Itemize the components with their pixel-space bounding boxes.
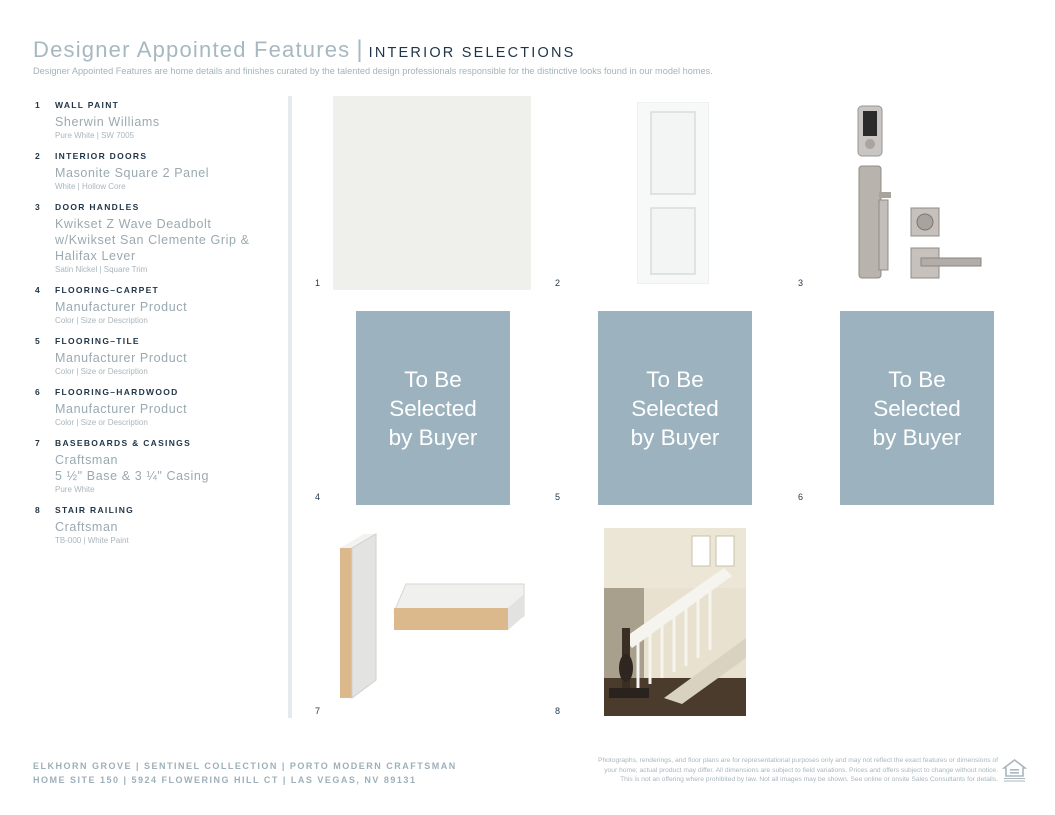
- cell-number: 6: [798, 492, 804, 502]
- item-name: Kwikset Z Wave Deadbolt w/Kwikset San Clemente Grip & Halifax Lever: [55, 217, 250, 263]
- door-handle-image: [855, 104, 985, 284]
- list-item: [35, 336, 280, 376]
- placeholder-text: To Be Selected by Buyer: [872, 366, 962, 450]
- cell-number: 8: [555, 706, 561, 716]
- item-category: FLOORING–TILE: [55, 336, 140, 346]
- item-category: WALL PAINT: [55, 100, 120, 110]
- item-name: Craftsman 5 ½" Base & 3 ¼" Casing: [55, 453, 210, 483]
- item-name: Manufacturer Product: [55, 351, 188, 365]
- to-be-selected-hardwood: [840, 311, 994, 505]
- list-item: [35, 285, 280, 325]
- item-detail: White | Hollow Core: [55, 182, 126, 191]
- item-category: DOOR HANDLES: [55, 202, 140, 212]
- item-category: BASEBOARDS & CASINGS: [55, 438, 192, 448]
- item-name: Manufacturer Product: [55, 300, 188, 314]
- cell-number: 3: [798, 278, 804, 288]
- cell-number: 5: [555, 492, 561, 502]
- footer-community-info: [33, 759, 457, 787]
- disclaimer-line: your home; actual product may differ. All dimensions are subject to field variations. Prices and offers subject to change without notice.: [604, 766, 998, 774]
- footer-line-community: ELKHORN GROVE | SENTINEL COLLECTION | PORTO MODERN CRAFTSMAN: [33, 761, 457, 771]
- to-be-selected-tile: [598, 311, 752, 505]
- title-text: Designer Appointed Features: [33, 37, 351, 62]
- item-number: 7: [35, 438, 40, 448]
- item-detail: Pure White | SW 7005: [55, 131, 134, 140]
- placeholder-text: To Be Selected by Buyer: [630, 366, 720, 450]
- disclaimer-line: This is not an offering where prohibited by law. Not all images may be shown. See online or onsite Sales Consultants for details.: [620, 776, 998, 783]
- list-item: [35, 505, 280, 545]
- item-number: 6: [35, 387, 40, 397]
- cell-number: 2: [555, 278, 561, 288]
- item-detail: Color | Size or Description: [55, 418, 148, 427]
- item-number: 5: [35, 336, 40, 346]
- interior-door-image: [637, 102, 709, 284]
- item-name: Sherwin Williams: [55, 115, 160, 129]
- stair-railing-photo: [604, 528, 746, 716]
- to-be-selected-carpet: [356, 311, 510, 505]
- item-name: Craftsman: [55, 520, 119, 534]
- item-number: 2: [35, 151, 40, 161]
- paint-swatch: [333, 96, 531, 290]
- item-number: 1: [35, 100, 40, 110]
- list-item: [35, 202, 280, 274]
- equal-housing-opportunity-icon: [1002, 758, 1027, 783]
- footer-disclaimer: [510, 756, 998, 785]
- vertical-divider: [288, 96, 292, 718]
- subtitle-text: INTERIOR SELECTIONS: [368, 45, 576, 61]
- item-detail: Color | Size or Description: [55, 316, 148, 325]
- item-number: 8: [35, 505, 40, 515]
- cell-number: 1: [315, 278, 321, 288]
- item-detail: Satin Nickel | Square Trim: [55, 265, 148, 274]
- item-category: FLOORING–CARPET: [55, 285, 160, 295]
- list-item: [35, 438, 280, 494]
- disclaimer-line: Photographs, renderings, and floor plans are for representational purposes only and may not reflect the exact features or dimensions of: [598, 757, 998, 764]
- cell-number: 7: [315, 706, 321, 716]
- item-number: 4: [35, 285, 40, 295]
- item-name: Masonite Square 2 Panel: [55, 166, 210, 180]
- item-number: 3: [35, 202, 40, 212]
- list-item: [35, 100, 280, 140]
- page-title: [33, 36, 576, 64]
- item-detail: Pure White: [55, 485, 95, 494]
- placeholder-text: To Be Selected by Buyer: [388, 366, 478, 450]
- item-detail: Color | Size or Description: [55, 367, 148, 376]
- title-separator: |: [356, 36, 363, 63]
- item-category: INTERIOR DOORS: [55, 151, 148, 161]
- list-item: [35, 387, 280, 427]
- item-category: STAIR RAILING: [55, 505, 135, 515]
- baseboard-casing-image: [338, 530, 530, 702]
- footer-line-address: HOME SITE 150 | 5924 FLOWERING HILL CT | LAS VEGAS, NV 89131: [33, 775, 417, 785]
- list-item: [35, 151, 280, 191]
- item-category: FLOORING–HARDWOOD: [55, 387, 179, 397]
- cell-number: 4: [315, 492, 321, 502]
- page-description: Designer Appointed Features are home details and finishes curated by the talented design professionals responsible for the distinctive looks found in our model homes.: [33, 66, 713, 76]
- item-name: Manufacturer Product: [55, 402, 188, 416]
- item-detail: TB-000 | White Paint: [55, 536, 129, 545]
